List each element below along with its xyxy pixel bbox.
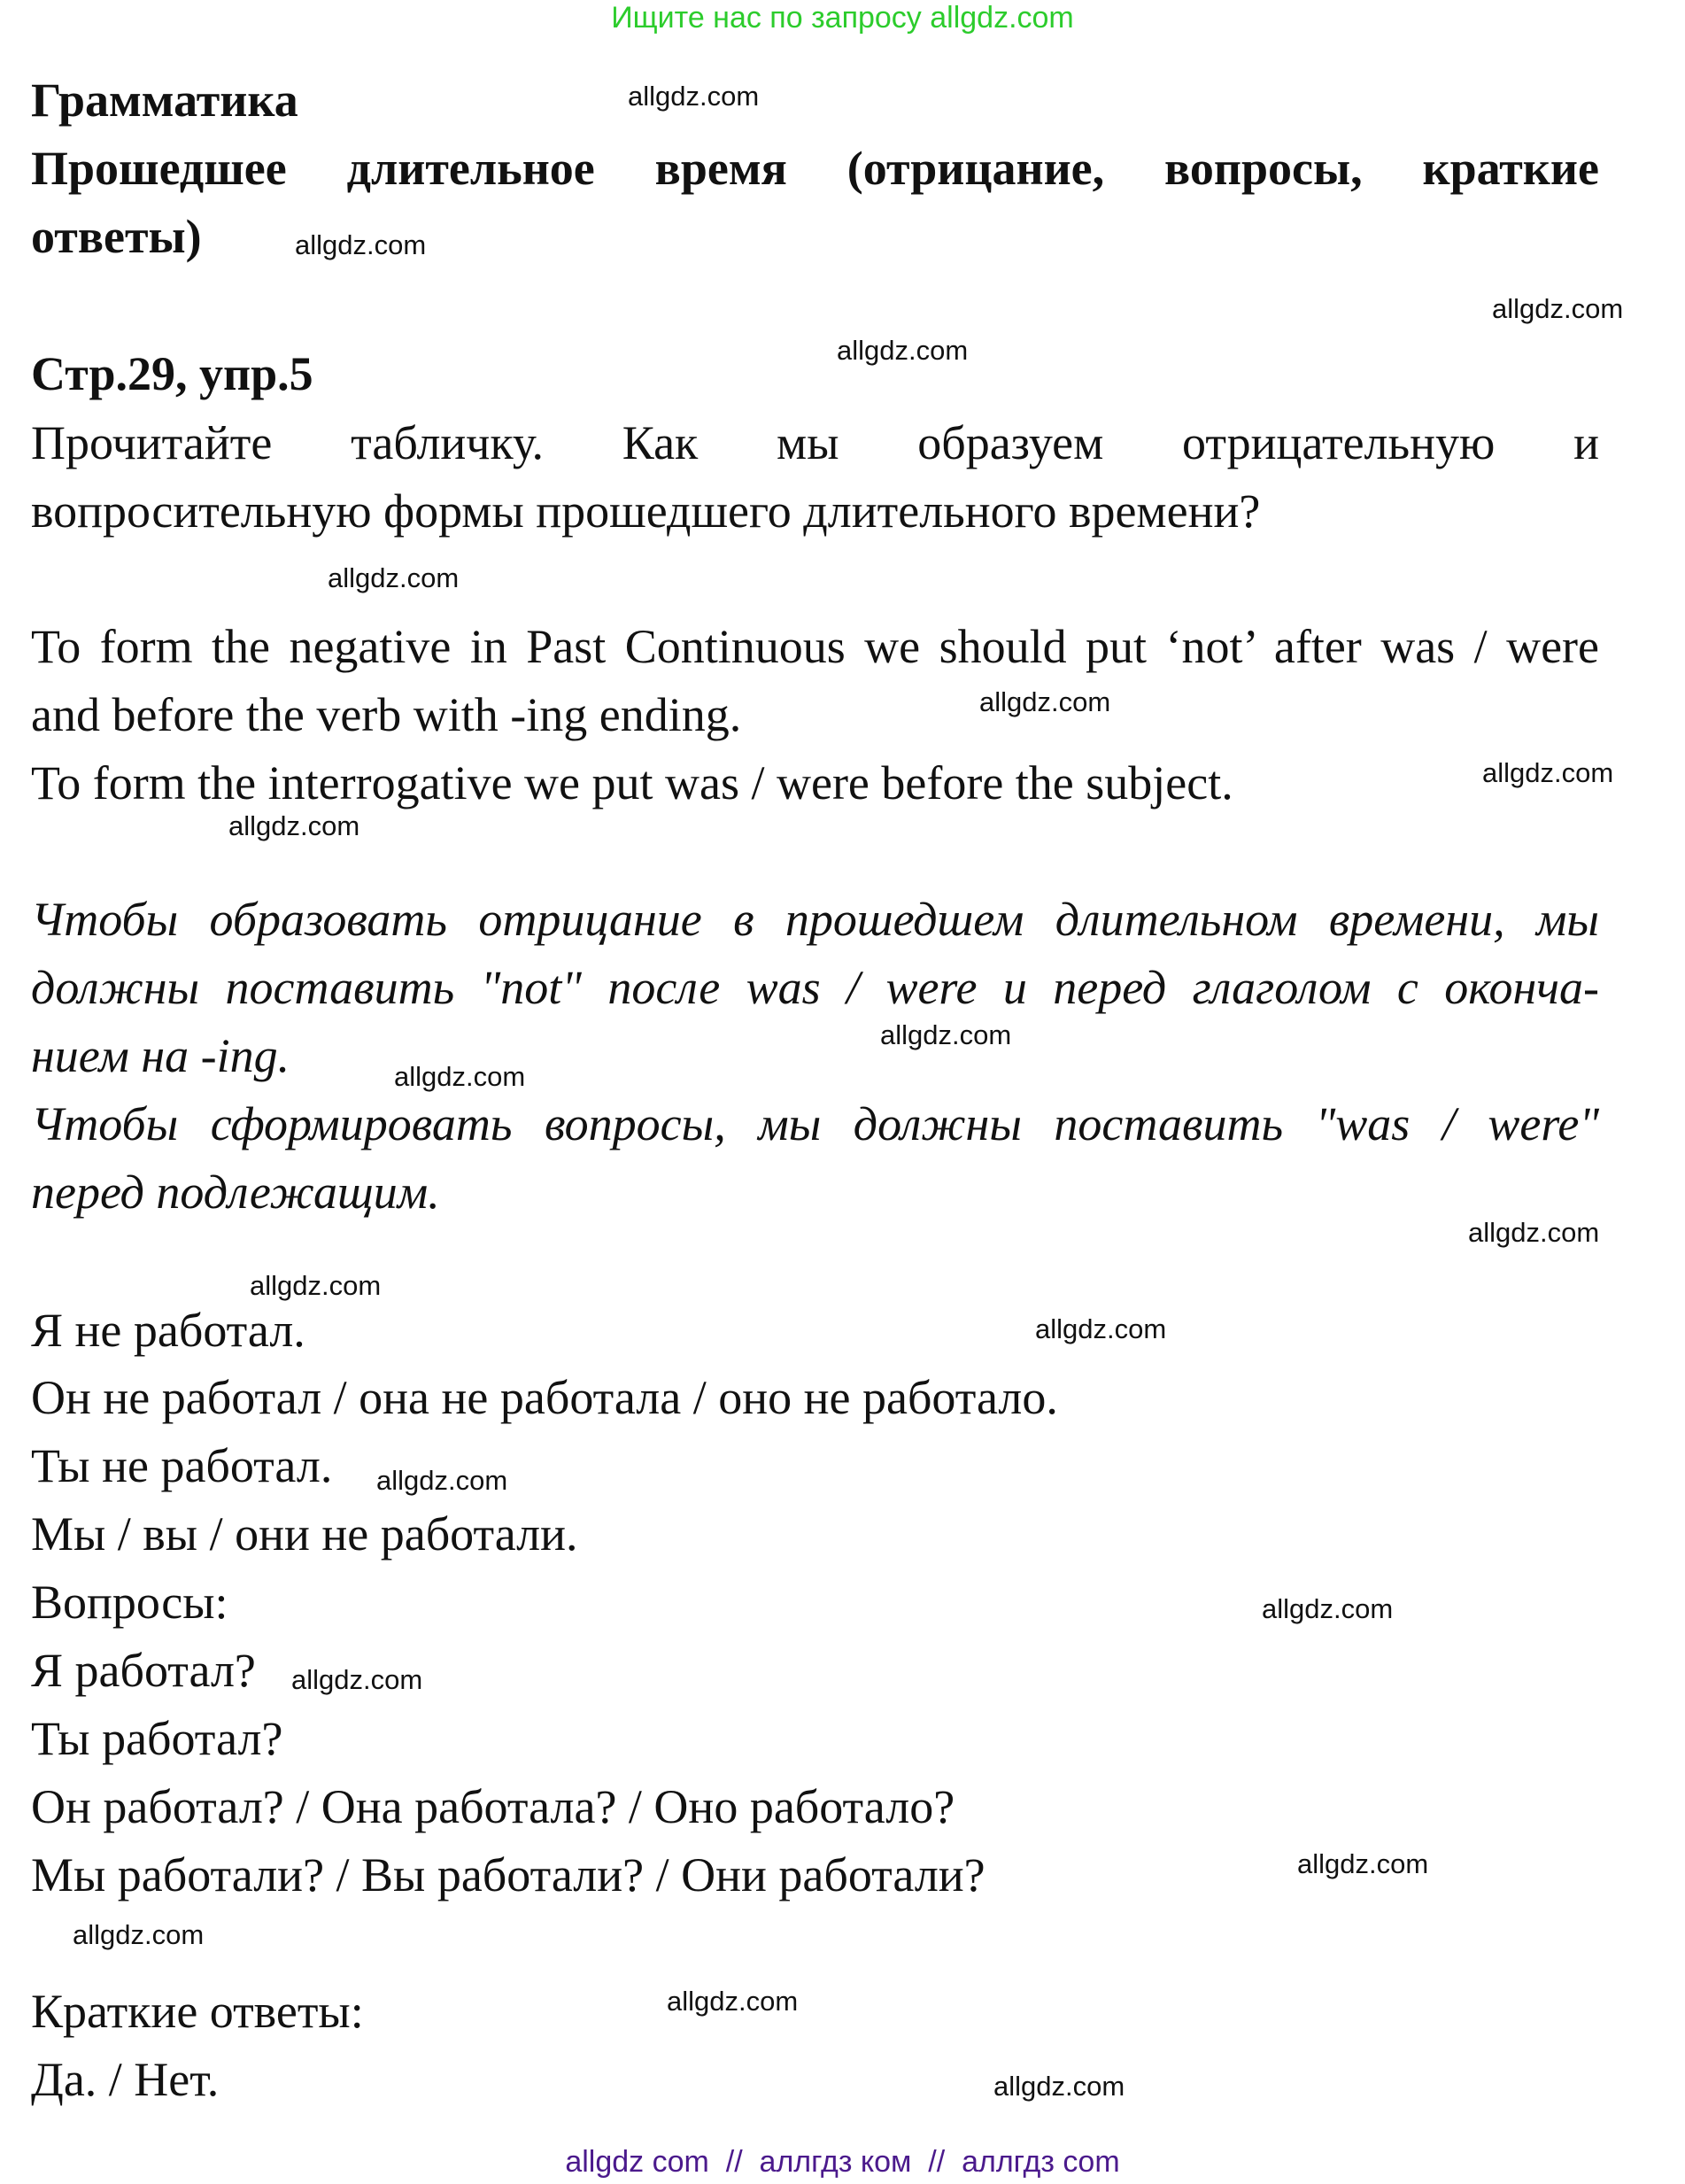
watermark: allgdz.com [837,335,969,366]
task-line: вопросительную формы прошедшего длительного времени? [31,484,1261,538]
task-line: Прочитайте табличку. Как мы образуем отрицательную и [31,416,1599,469]
negative-example: Я не работал. [31,1304,305,1357]
answer-en-line: To form the interrogative we put was / were before the subject. [31,756,1233,809]
watermark: allgdz.com [1297,1848,1429,1879]
answer-ru-line: нием на -ing. [31,1029,290,1082]
watermark: allgdz.com [291,1664,423,1695]
question-example: Я работал? [31,1644,256,1697]
answer-ru-line: перед подлежащим. [31,1166,440,1219]
watermark: allgdz.com [376,1465,508,1496]
watermark: allgdz.com [1482,757,1614,788]
answer-en-line: and before the verb with -ing ending. [31,688,742,741]
negative-example: Ты не работал. [31,1439,333,1492]
topic-title-line1: Прошедшее длительное время (отрицание, вопросы, краткие [31,142,1599,195]
answer-ru-line: Чтобы сформировать вопросы, мы должны поставить "was / were" [31,1097,1599,1150]
watermark: allgdz.com [328,562,460,593]
question-example: Он работал? / Она работала? / Оно работало? [31,1780,955,1833]
short-answers-label: Краткие ответы: [31,1985,364,2038]
search-banner: Ищите нас по запросу allgdz.com [611,1,1074,35]
answer-ru-line: должны поставить "not" после was / were и перед глаголом с оконча- [31,961,1599,1014]
negative-example: Он не работал / она не работала / оно не работало. [31,1371,1058,1424]
watermark: allgdz.com [993,2071,1125,2102]
topic-title-line2: ответы) [31,210,202,263]
watermark: allgdz.com [228,810,360,841]
short-answers: Да. / Нет. [31,2053,220,2106]
negative-example: Мы / вы / они не работали. [31,1507,578,1561]
watermark: allgdz.com [667,1986,799,2017]
footer-watermark: allgdz com // аллгдз ком // аллгдз com [565,2145,1120,2179]
watermark: allgdz.com [880,1019,1012,1050]
questions-label: Вопросы: [31,1576,228,1629]
exercise-heading: Стр.29, упр.5 [31,347,313,400]
watermark: allgdz.com [250,1270,382,1301]
question-example: Ты работал? [31,1712,283,1765]
watermark: allgdz.com [295,229,427,260]
watermark: allgdz.com [979,686,1111,717]
question-example: Мы работали? / Вы работали? / Они работали? [31,1848,985,1901]
answer-en-line: To form the negative in Past Continuous we should put ‘not’ after was / were [31,620,1599,673]
watermark: allgdz.com [1468,1217,1600,1248]
watermark: allgdz.com [1262,1593,1394,1624]
watermark: allgdz.com [1492,293,1624,324]
watermark: allgdz.com [73,1919,205,1950]
answer-ru-line: Чтобы образовать отрицание в прошедшем длительном времени, мы [31,893,1599,946]
section-title: Грамматика [31,74,298,127]
watermark: allgdz.com [1035,1313,1167,1344]
watermark: allgdz.com [394,1061,526,1092]
watermark: allgdz.com [628,81,760,112]
